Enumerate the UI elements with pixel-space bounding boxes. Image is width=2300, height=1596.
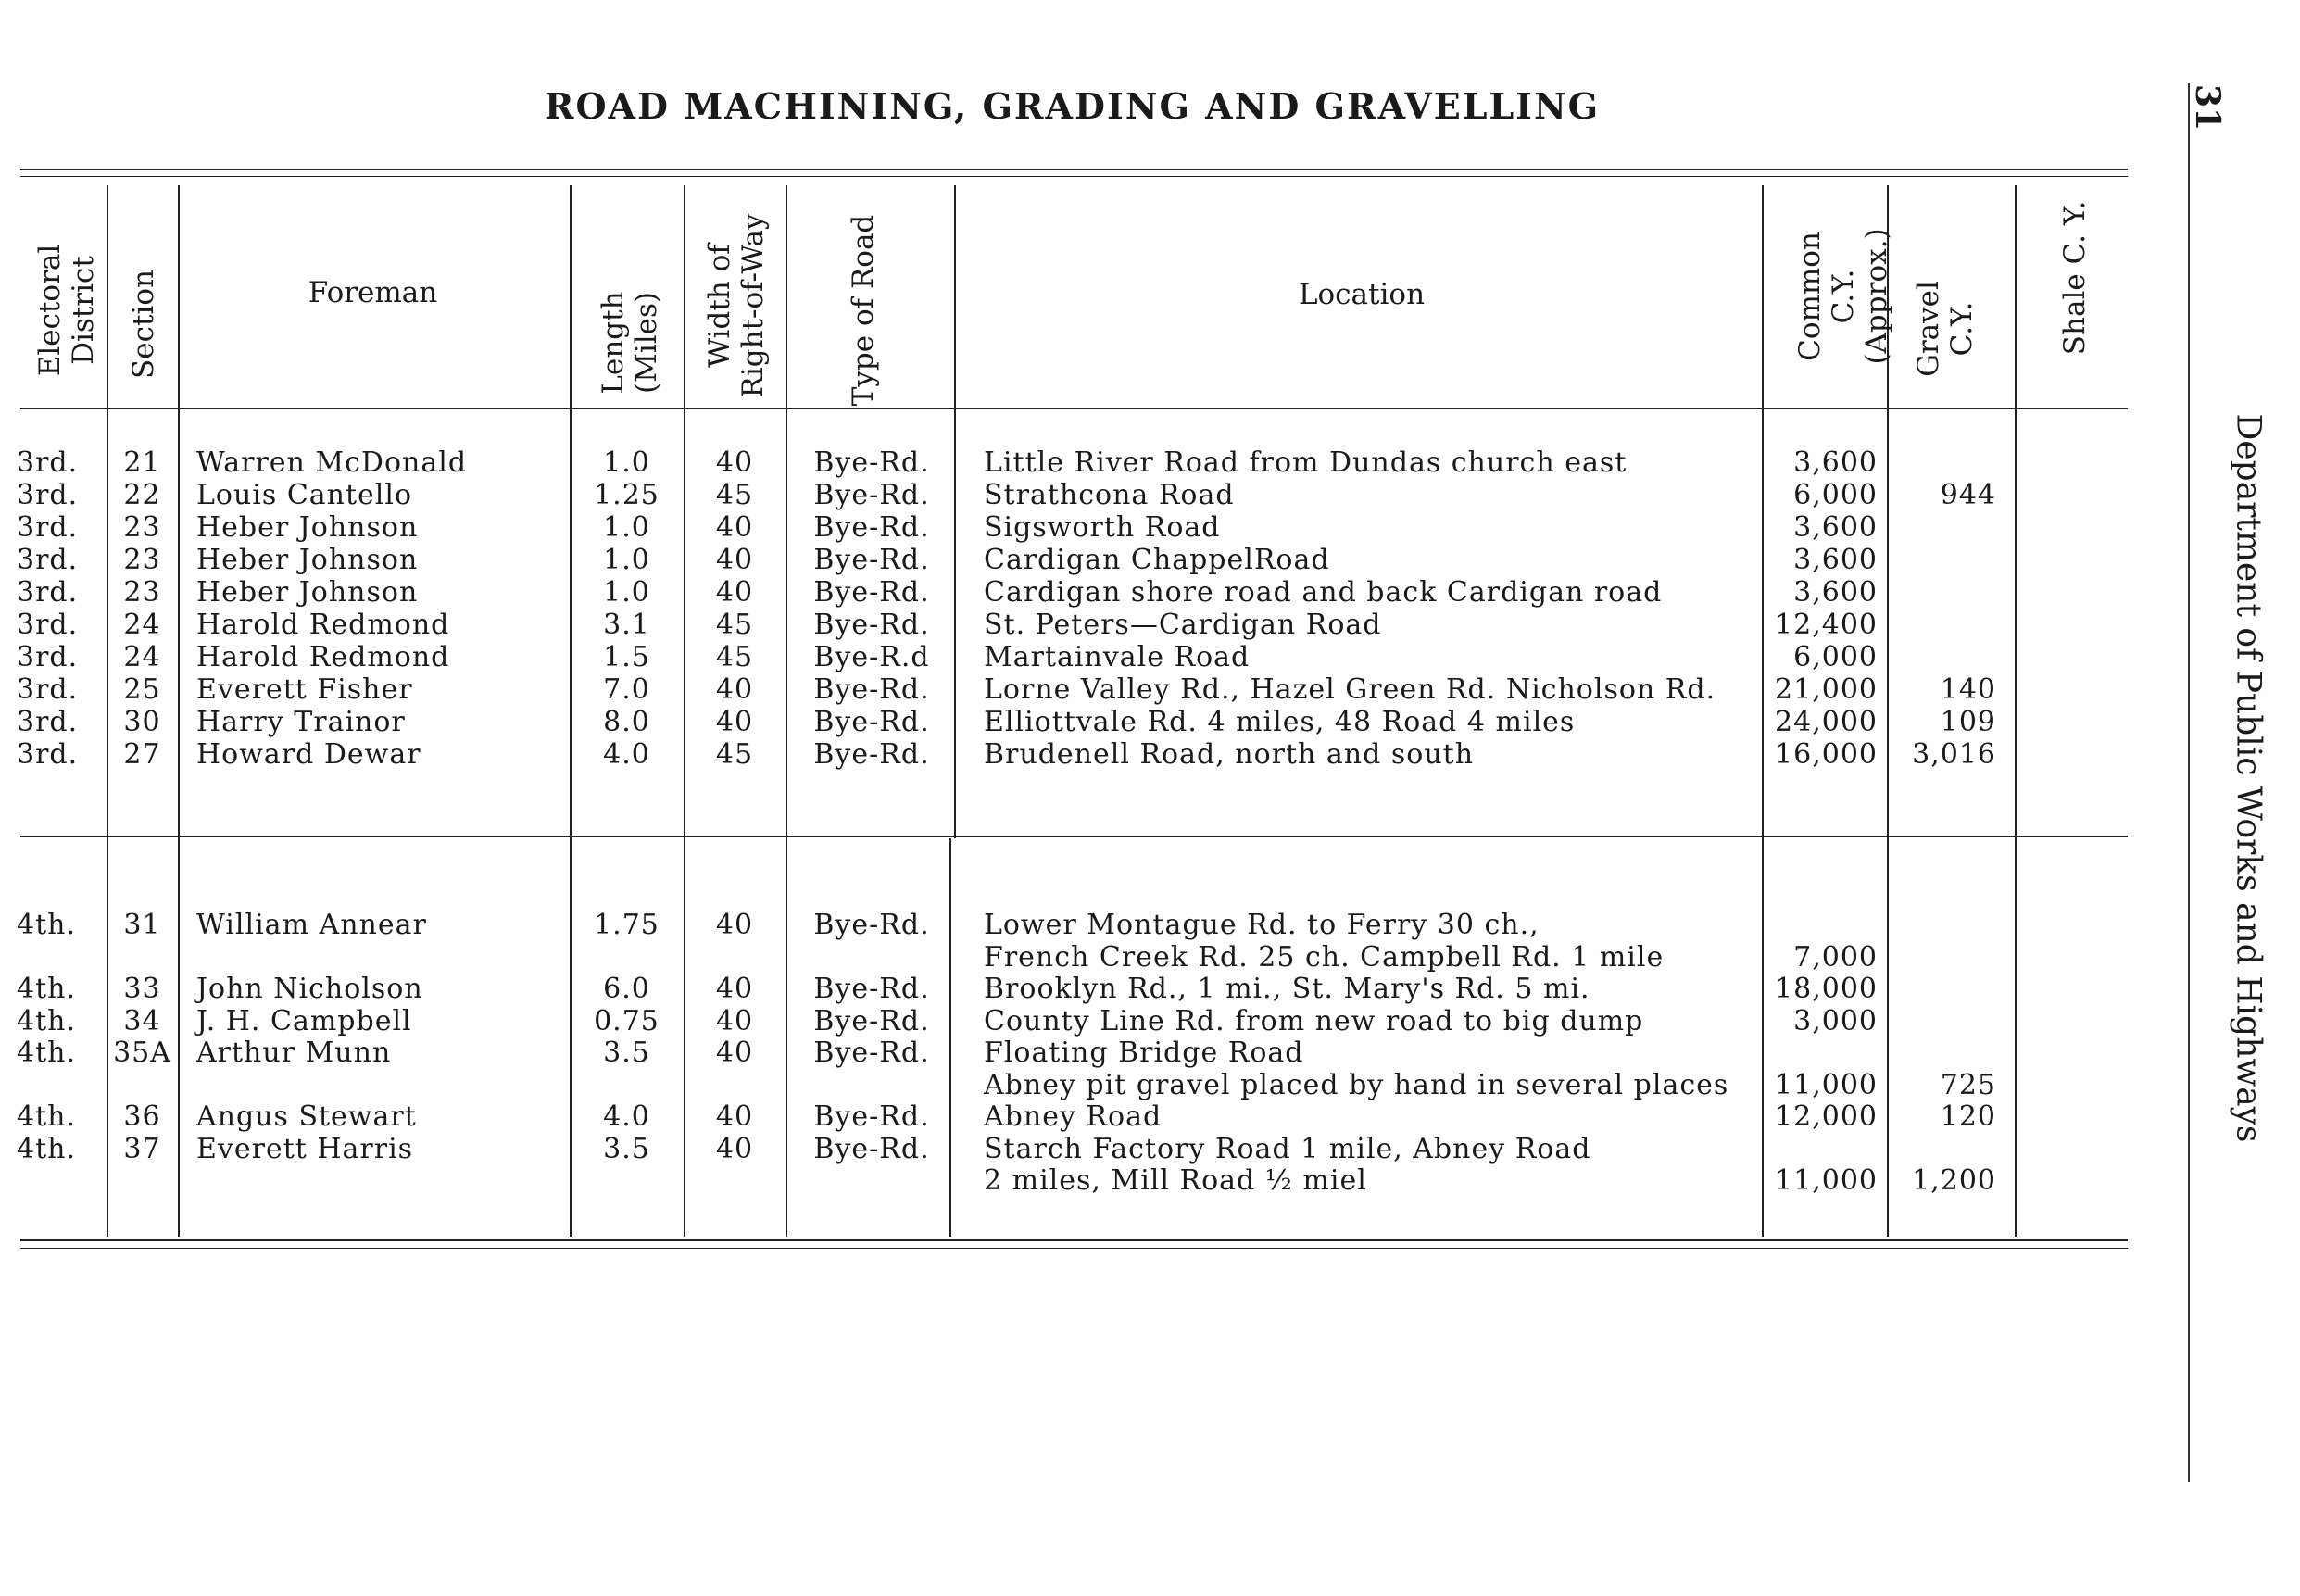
- page-title: ROAD MACHINING, GRADING AND GRAVELLING: [544, 85, 1601, 127]
- cell-foreman: Harold Redmond: [196, 641, 450, 673]
- cell-foreman: Everett Harris: [196, 1132, 414, 1165]
- cell-gravel: 1,200: [1912, 1164, 1996, 1197]
- cell-location: Elliottvale Rd. 4 miles, 48 Road 4 miles: [984, 706, 1576, 738]
- header-foreman: Foreman: [308, 276, 438, 309]
- cell-section: 34: [123, 1004, 161, 1037]
- page-number: 31: [2188, 83, 2228, 132]
- cell-section: 31: [123, 909, 161, 941]
- cell-width: 40: [715, 673, 754, 706]
- side-caption: [2228, 361, 2269, 1195]
- cell-type: Bye-Rd.: [813, 479, 930, 511]
- header-gravel: Gravel C.Y.: [1912, 281, 1979, 377]
- cell-length: 1.5: [603, 641, 650, 673]
- cell-district: 3rd.: [17, 576, 79, 609]
- header-shale: Shale C. Y.: [2058, 200, 2092, 356]
- cell-common: 6,000: [1793, 641, 1878, 673]
- cell-type: Bye-Rd.: [813, 446, 930, 479]
- cell-length: 1.0: [603, 576, 650, 609]
- cell-location: Brudenell Road, north and south: [984, 738, 1475, 771]
- cell-gravel: 944: [1940, 479, 1996, 511]
- cell-type: Bye-Rd.: [813, 673, 930, 706]
- cell-common: 18,000: [1775, 973, 1878, 1005]
- cell-length: 1.75: [594, 909, 660, 941]
- column-rule: [2015, 185, 2017, 838]
- cell-section: 21: [123, 446, 161, 479]
- cell-length: 4.0: [603, 738, 650, 771]
- cell-length: 1.0: [603, 511, 650, 544]
- header-district: Electoral District: [33, 244, 100, 377]
- cell-type: Bye-Rd.: [813, 973, 930, 1005]
- cell-section: 23: [123, 576, 161, 609]
- cell-type: Bye-Rd.: [813, 706, 930, 738]
- cell-location: Lower Montague Rd. to Ferry 30 ch.,: [984, 909, 1540, 941]
- header-type: Type of Road: [847, 214, 880, 407]
- cell-type: Bye-Rd.: [813, 1004, 930, 1037]
- cell-location: Cardigan shore road and back Cardigan road: [984, 576, 1663, 609]
- cell-foreman: Warren McDonald: [196, 446, 468, 479]
- cell-common: 24,000: [1775, 706, 1878, 738]
- bottom-rule-thin: [20, 1248, 2128, 1249]
- cell-length: 7.0: [603, 673, 650, 706]
- cell-type: Bye-R.d: [813, 641, 930, 673]
- section-divider-rule: [20, 836, 2128, 837]
- cell-common: 3,600: [1793, 511, 1878, 544]
- cell-location: Lorne Valley Rd., Hazel Green Rd. Nicholson Rd.: [984, 673, 1716, 706]
- cell-length: 1.25: [594, 479, 660, 511]
- cell-common: 12,000: [1775, 1100, 1878, 1133]
- cell-foreman: Harold Redmond: [196, 609, 450, 641]
- cell-section: 22: [123, 479, 161, 511]
- column-rule: [786, 838, 787, 1237]
- cell-length: 4.0: [603, 1100, 650, 1133]
- cell-gravel: 725: [1940, 1068, 1996, 1101]
- cell-location: Cardigan ChappelRoad: [984, 544, 1330, 576]
- cell-length: 6.0: [603, 973, 650, 1005]
- cell-location: Abney Road: [984, 1100, 1163, 1133]
- cell-section: 33: [123, 973, 161, 1005]
- cell-type: Bye-Rd.: [813, 544, 930, 576]
- cell-foreman: J. H. Campbell: [196, 1004, 412, 1037]
- cell-district: 4th.: [17, 973, 76, 1005]
- cell-width: 40: [715, 973, 754, 1005]
- cell-location: Martainvale Road: [984, 641, 1251, 673]
- cell-length: 1.0: [603, 446, 650, 479]
- cell-district: 3rd.: [17, 511, 79, 544]
- cell-location: Starch Factory Road 1 mile, Abney Road: [984, 1132, 1591, 1165]
- cell-common: 21,000: [1775, 673, 1878, 706]
- cell-section: 23: [123, 544, 161, 576]
- cell-district: 3rd.: [17, 673, 79, 706]
- cell-location: French Creek Rd. 25 ch. Campbell Rd. 1 mile: [984, 940, 1665, 974]
- cell-foreman: Arthur Munn: [196, 1037, 392, 1069]
- cell-width: 40: [715, 511, 754, 544]
- cell-width: 45: [715, 609, 754, 641]
- cell-gravel: 120: [1940, 1100, 1996, 1133]
- cell-foreman: Howard Dewar: [196, 738, 421, 771]
- cell-length: 3.5: [603, 1037, 650, 1069]
- cell-type: Bye-Rd.: [813, 609, 930, 641]
- cell-width: 40: [715, 1100, 754, 1133]
- column-rule: [178, 838, 180, 1237]
- cell-district: 3rd.: [17, 738, 79, 771]
- cell-width: 40: [715, 544, 754, 576]
- cell-location: Sigsworth Road: [984, 511, 1221, 544]
- header-section: Section: [127, 270, 160, 379]
- cell-location: 2 miles, Mill Road ½ miel: [984, 1164, 1367, 1197]
- cell-section: 25: [123, 673, 161, 706]
- cell-district: 3rd.: [17, 446, 79, 479]
- cell-gravel: 109: [1940, 706, 1996, 738]
- cell-district: 4th.: [17, 1132, 76, 1165]
- cell-district: 3rd.: [17, 641, 79, 673]
- cell-location: Brooklyn Rd., 1 mi., St. Mary's Rd. 5 mi.: [984, 973, 1590, 1005]
- header-location: Location: [1298, 278, 1426, 311]
- cell-type: Bye-Rd.: [813, 511, 930, 544]
- cell-location: Floating Bridge Road: [984, 1037, 1304, 1069]
- cell-common: 3,600: [1793, 446, 1878, 479]
- cell-section: 37: [123, 1132, 161, 1165]
- cell-width: 40: [715, 1132, 754, 1165]
- cell-section: 27: [123, 738, 161, 771]
- cell-location: St. Peters—Cardigan Road: [984, 609, 1382, 641]
- cell-foreman: Harry Trainor: [196, 706, 406, 738]
- cell-type: Bye-Rd.: [813, 1132, 930, 1165]
- cell-section: 30: [123, 706, 161, 738]
- header-bottom-rule: [20, 408, 2128, 409]
- cell-width: 40: [715, 706, 754, 738]
- cell-width: 40: [715, 446, 754, 479]
- cell-location: Little River Road from Dundas church east: [984, 446, 1628, 479]
- cell-location: County Line Rd. from new road to big dump: [984, 1004, 1644, 1037]
- cell-common: 6,000: [1793, 479, 1878, 511]
- cell-gravel: 3,016: [1912, 738, 1996, 771]
- cell-width: 45: [715, 479, 754, 511]
- cell-common: 11,000: [1775, 1068, 1878, 1101]
- cell-type: Bye-Rd.: [813, 576, 930, 609]
- cell-district: 3rd.: [17, 706, 79, 738]
- cell-type: Bye-Rd.: [813, 1037, 930, 1069]
- cell-type: Bye-Rd.: [813, 1100, 930, 1133]
- cell-location: Abney pit gravel placed by hand in several places: [984, 1068, 1729, 1101]
- cell-district: 3rd.: [17, 544, 79, 576]
- cell-foreman: Everett Fisher: [196, 673, 413, 706]
- cell-foreman: Angus Stewart: [196, 1100, 417, 1133]
- cell-foreman: John Nicholson: [196, 973, 423, 1005]
- cell-section: 24: [123, 609, 161, 641]
- header-width: Width of Right-of-Way: [703, 213, 770, 398]
- side-caption-text: Department of Public Works and Highways: [2229, 413, 2268, 1143]
- cell-common: 12,400: [1775, 609, 1878, 641]
- cell-common: 3,600: [1793, 576, 1878, 609]
- cell-length: 8.0: [603, 706, 650, 738]
- cell-section: 35A: [113, 1037, 171, 1069]
- cell-district: 4th.: [17, 1037, 76, 1069]
- cell-foreman: Heber Johnson: [196, 576, 419, 609]
- cell-length: 0.75: [594, 1004, 660, 1037]
- cell-common: 11,000: [1775, 1164, 1878, 1197]
- cell-district: 4th.: [17, 1100, 76, 1133]
- cell-type: Bye-Rd.: [813, 738, 930, 771]
- cell-width: 40: [715, 1037, 754, 1069]
- cell-length: 3.1: [603, 609, 650, 641]
- cell-district: 3rd.: [17, 479, 79, 511]
- cell-foreman: William Annear: [196, 909, 427, 941]
- header-length: Length (Miles): [597, 291, 663, 395]
- column-rule: [2015, 838, 2017, 1237]
- cell-section: 36: [123, 1100, 161, 1133]
- cell-width: 40: [715, 1004, 754, 1037]
- cell-foreman: Heber Johnson: [196, 544, 419, 576]
- cell-section: 24: [123, 641, 161, 673]
- cell-gravel: 140: [1940, 673, 1996, 706]
- cell-width: 40: [715, 576, 754, 609]
- cell-common: 3,600: [1793, 544, 1878, 576]
- cell-width: 45: [715, 641, 754, 673]
- bottom-rule: [20, 1239, 2128, 1241]
- cell-type: Bye-Rd.: [813, 909, 930, 941]
- margin-rule: [2188, 83, 2190, 1482]
- cell-length: 3.5: [603, 1132, 650, 1165]
- cell-district: 4th.: [17, 909, 76, 941]
- cell-location: Strathcona Road: [984, 479, 1235, 511]
- cell-section: 23: [123, 511, 161, 544]
- cell-district: 4th.: [17, 1004, 76, 1037]
- cell-width: 45: [715, 738, 754, 771]
- cell-common: 16,000: [1775, 738, 1878, 771]
- cell-district: 3rd.: [17, 609, 79, 641]
- cell-common: 3,000: [1793, 1004, 1878, 1037]
- cell-width: 40: [715, 909, 754, 941]
- cell-foreman: Louis Cantello: [196, 479, 413, 511]
- header-common: Common C.Y. (Approx.): [1793, 228, 1893, 365]
- cell-length: 1.0: [603, 544, 650, 576]
- column-rule: [786, 185, 787, 838]
- cell-foreman: Heber Johnson: [196, 511, 419, 544]
- top-rule-thin: [20, 176, 2128, 177]
- top-rule: [20, 169, 2128, 170]
- cell-common: 7,000: [1793, 940, 1878, 974]
